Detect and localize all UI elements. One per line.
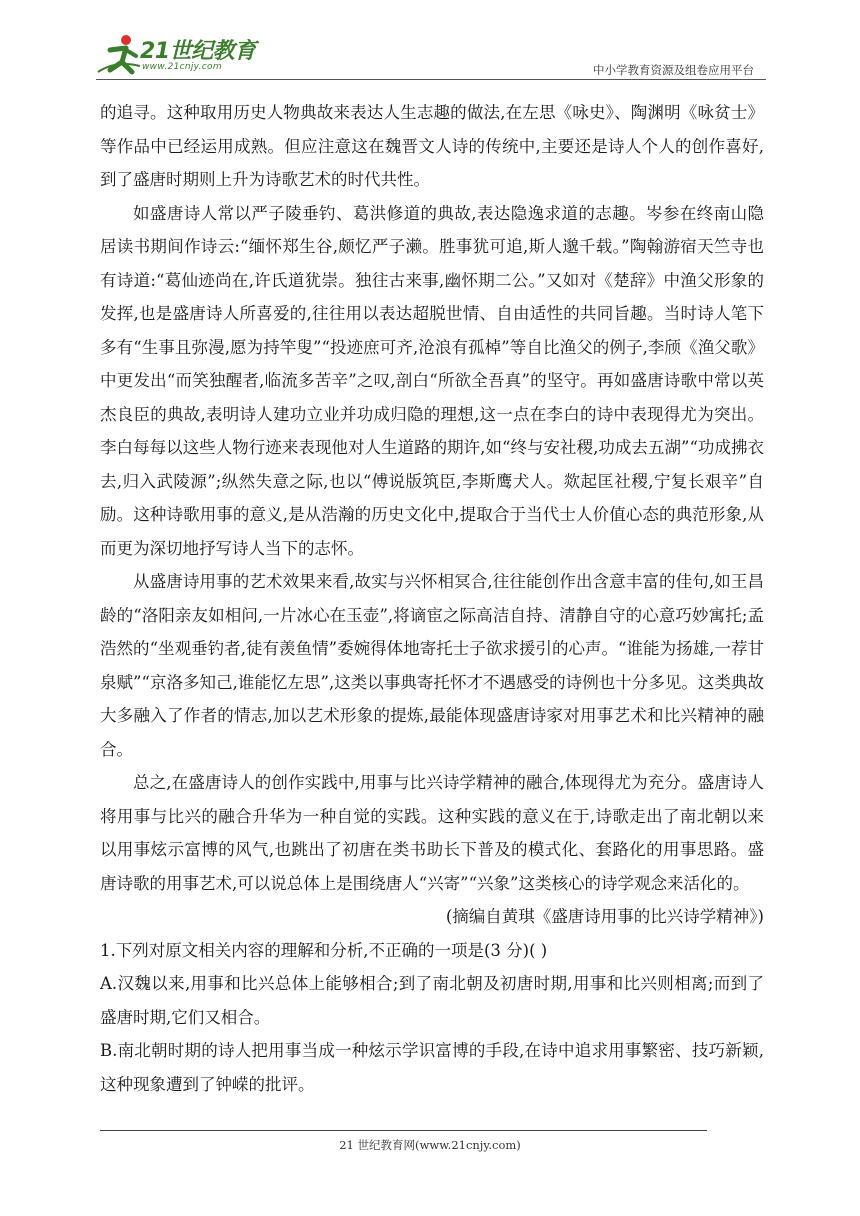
page-header: [96, 28, 764, 80]
option-a: A.汉魏以来,用事和比兴总体上能够相合;到了南北朝及初唐时期,用事和比兴则相离;而到了盛唐时期,它们又相合。: [100, 974, 764, 1027]
platform-name: 中小学教育资源及组卷应用平台: [593, 63, 754, 77]
paragraph-3: 从盛唐诗用事的艺术效果来看,故实与兴怀相冥合,往往能创作出含意丰富的佳句,如王昌龄的“洛阳亲友如相问,一片冰心在玉壶”,将谪宦之际高洁自持、清静自守的心意巧妙寓托;孟浩然的“坐观垂钓者,徒有羡鱼情”委婉得体地寄托士子欲求援引的心声。“谁能为扬雄,一荐甘泉赋”“京洛多知己,谁能忆左思”,这类以事典寄托怀才不遇感受的诗例也十分多见。这类典故大多融入了作者的情志,加以艺术形象的提炼,最能体现盛唐诗家对用事艺术和比兴精神的融合。: [100, 572, 764, 759]
logo-text: 21世纪教育: [140, 39, 256, 64]
paragraph-1: 的追寻。这种取用历史人物典故来表达人生志趣的做法,在左思《咏史》、陶渊明《咏贫士》等作品中已经运用成熟。但应注意这在魏晋文人诗的传统中,主要还是诗人个人的创作喜好,到了盛唐时期则上升为诗歌艺术的时代共性。: [100, 103, 764, 189]
question-1: 1.下列对原文相关内容的理解和分析,不正确的一项是(3 分)( ): [100, 940, 548, 960]
page-footer[interactable]: 21 世纪教育网(www.21cnjy.com): [339, 1138, 521, 1152]
footer-divider: [100, 1130, 707, 1131]
option-b: B.南北朝时期的诗人把用事当成一种炫示学识富博的手段,在诗中追求用事繁密、技巧新颖,这种现象遭到了钟嵘的批评。: [100, 1041, 764, 1094]
logo-url: www.21cnjy.com: [142, 62, 222, 72]
paragraph-4: 总之,在盛唐诗人的创作实践中,用事与比兴诗学精神的融合,体现得尤为充分。盛唐诗人将用事与比兴的融合升华为一种自觉的实践。这种实践的意义在于,诗歌走出了南北朝以来以用事炫示富博的风气,也跳出了初唐在类书助长下普及的模式化、套路化的用事思路。盛唐诗歌的用事艺术,可以说总体上是围绕唐人“兴寄”“兴象”这类核心的诗学观念来活化的。: [100, 773, 764, 893]
site-logo[interactable]: [96, 32, 261, 76]
paragraph-2: 如盛唐诗人常以严子陵垂钓、葛洪修道的典故,表达隐逸求道的志趣。岑参在终南山隐居读书期间作诗云:“缅怀郑生谷,颇忆严子濑。胜事犹可追,斯人邈千载。”陶翰游宿天竺寺也有诗道:“葛仙迹尚在,许氏道犹崇。独往古来事,幽怀期二公。”又如对《楚辞》中渔父形象的发挥,也是盛唐诗人所喜爱的,往往用以表达超脱世情、自由适性的共同旨趣。当时诗人笔下多有“生事且弥漫,愿为持竿叟”“投迹庶可齐,沧浪有孤棹”等自比渔父的例子,李颀《渔父歌》中更发出“而笑独醒者,临流多苦辛”之叹,剖白“所欲全吾真”的坚守。再如盛唐诗歌中常以英杰良臣的典故,表明诗人建功立业并功成归隐的理想,这一点在李白的诗中表现得尤为突出。李白每每以这些人物行迹来表现他对人生道路的期许,如“终与安社稷,功成去五湖”“功成拂衣去,归入武陵源”;纵然失意之际,也以“傅说版筑臣,李斯鹰犬人。欻起匡社稷,宁复长艰辛”自励。这种诗歌用事的意义,是从浩瀚的历史文化中,提取合于当代士人价值心态的典范形象,从而更为深切地抒写诗人当下的志怀。: [100, 203, 764, 558]
source-citation: (摘编自黄琪《盛唐诗用事的比兴诗学精神》): [445, 907, 764, 926]
article-body: [100, 96, 764, 1101]
header-divider: [96, 79, 766, 80]
runner-logo-icon: [96, 32, 142, 76]
